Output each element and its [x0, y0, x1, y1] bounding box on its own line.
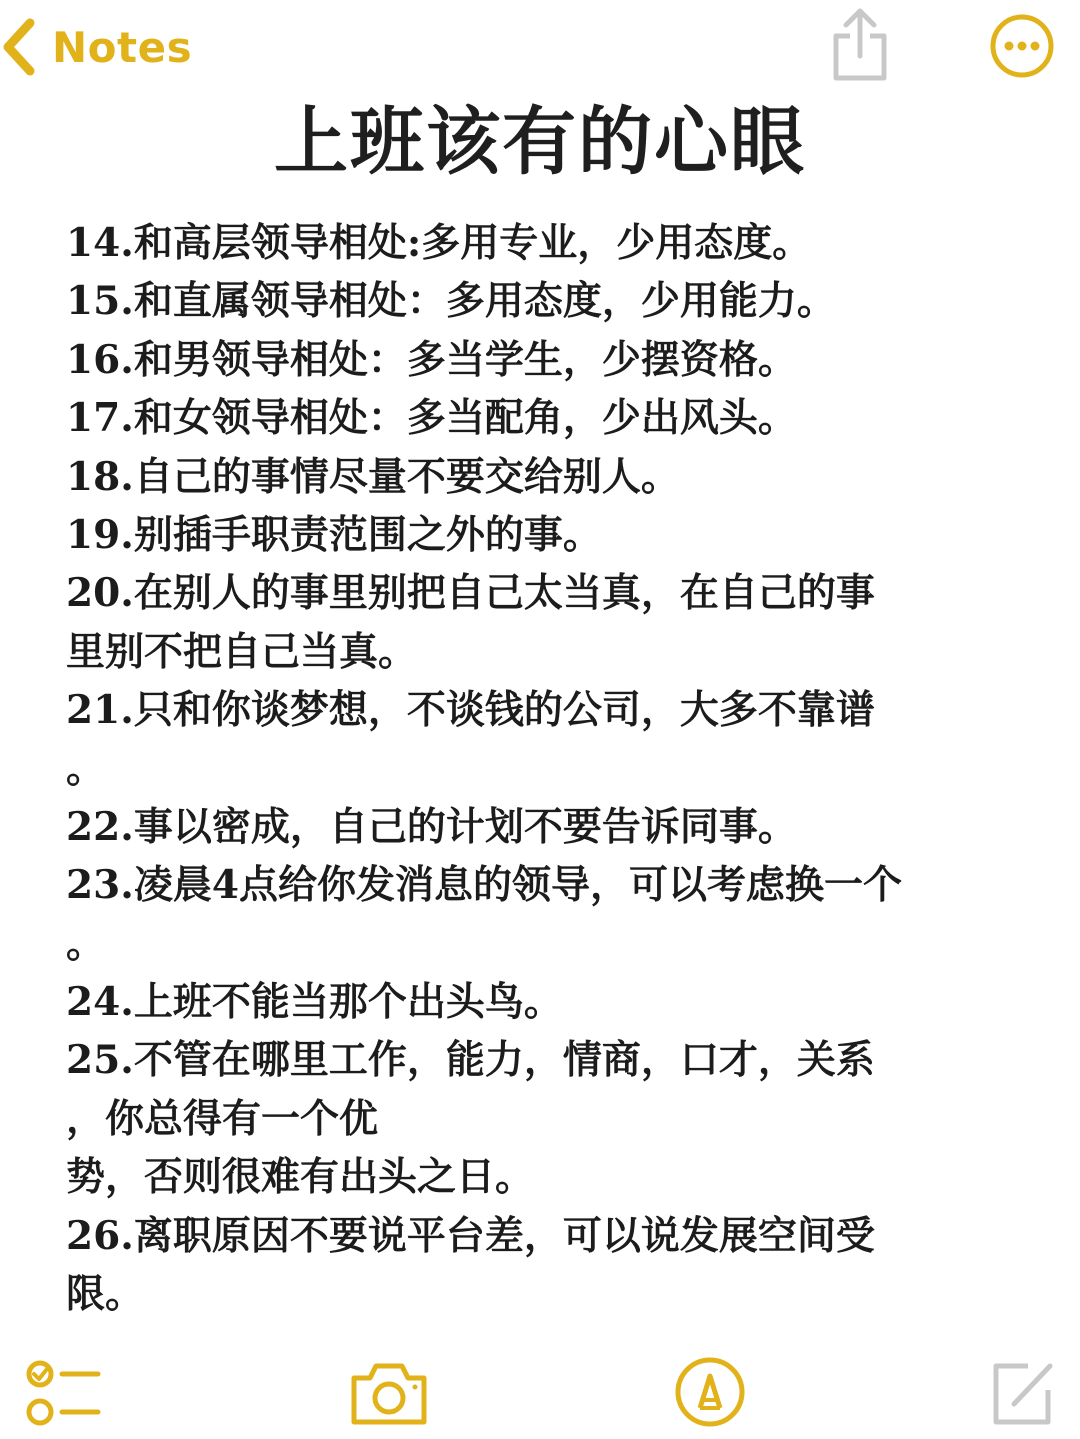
- note-line: 22.事以密成，自己的计划不要告诉同事。: [66, 803, 797, 850]
- markup-pen-icon: [672, 1415, 748, 1434]
- note-line: 19.别插手职责范围之外的事。: [66, 511, 602, 558]
- note-line: 24.上班不能当那个出头鸟。: [66, 979, 563, 1026]
- note-line: 18.自己的事情尽量不要交给别人。: [66, 453, 680, 500]
- nav-bar: [0, 0, 1080, 100]
- checklist-button[interactable]: [24, 1358, 104, 1430]
- note-line: 25.不管在哪里工作，能力，情商，口才，关系: [66, 1037, 875, 1084]
- note-line: 21.只和你谈梦想，不谈钱的公司，大多不靠谱: [66, 687, 875, 734]
- note-line: 限。: [66, 1271, 145, 1318]
- note-line: 里别不把自己当真。: [66, 628, 418, 675]
- note-line: 14.和高层领导相处:多用专业，少用态度。: [66, 220, 812, 266]
- markup-button[interactable]: [672, 1354, 748, 1430]
- note-line: 15.和直属领导相处：多用态度，少用能力。: [66, 278, 836, 325]
- camera-button[interactable]: [348, 1358, 430, 1428]
- note-line: 势，否则很难有出头之日。: [66, 1154, 535, 1201]
- back-button[interactable]: [0, 12, 192, 82]
- note-line: 16.和男领导相处：多当学生，少摆资格。: [66, 336, 797, 383]
- checklist-icon: [24, 1415, 104, 1434]
- chevron-left-icon: [0, 17, 38, 77]
- note-line: 17.和女领导相处：多当配角，少出风头。: [66, 395, 797, 442]
- share-icon: [828, 67, 892, 86]
- note-line: 23.凌晨4点给你发消息的领导，可以考虑换一个: [66, 862, 902, 909]
- more-ellipsis-icon: [988, 65, 1056, 84]
- camera-icon: [348, 1413, 430, 1432]
- note-line: 20.在别人的事里别把自己太当真，在自己的事: [66, 570, 875, 617]
- share-button[interactable]: [828, 6, 892, 82]
- bottom-toolbar: [0, 1350, 1080, 1439]
- note-title: 上班该有的心眼: [274, 99, 806, 185]
- compose-button[interactable]: [988, 1356, 1058, 1428]
- note-line: 。: [66, 920, 106, 967]
- note-body[interactable]: [66, 214, 936, 1323]
- note-line: 。: [66, 745, 106, 792]
- note-line: ，你总得有一个优: [66, 1095, 379, 1142]
- back-label: Notes: [52, 22, 193, 72]
- note-line: 26.离职原因不要说平台差，可以说发展空间受: [66, 1212, 875, 1259]
- compose-icon: [988, 1413, 1058, 1432]
- more-button[interactable]: [988, 12, 1056, 80]
